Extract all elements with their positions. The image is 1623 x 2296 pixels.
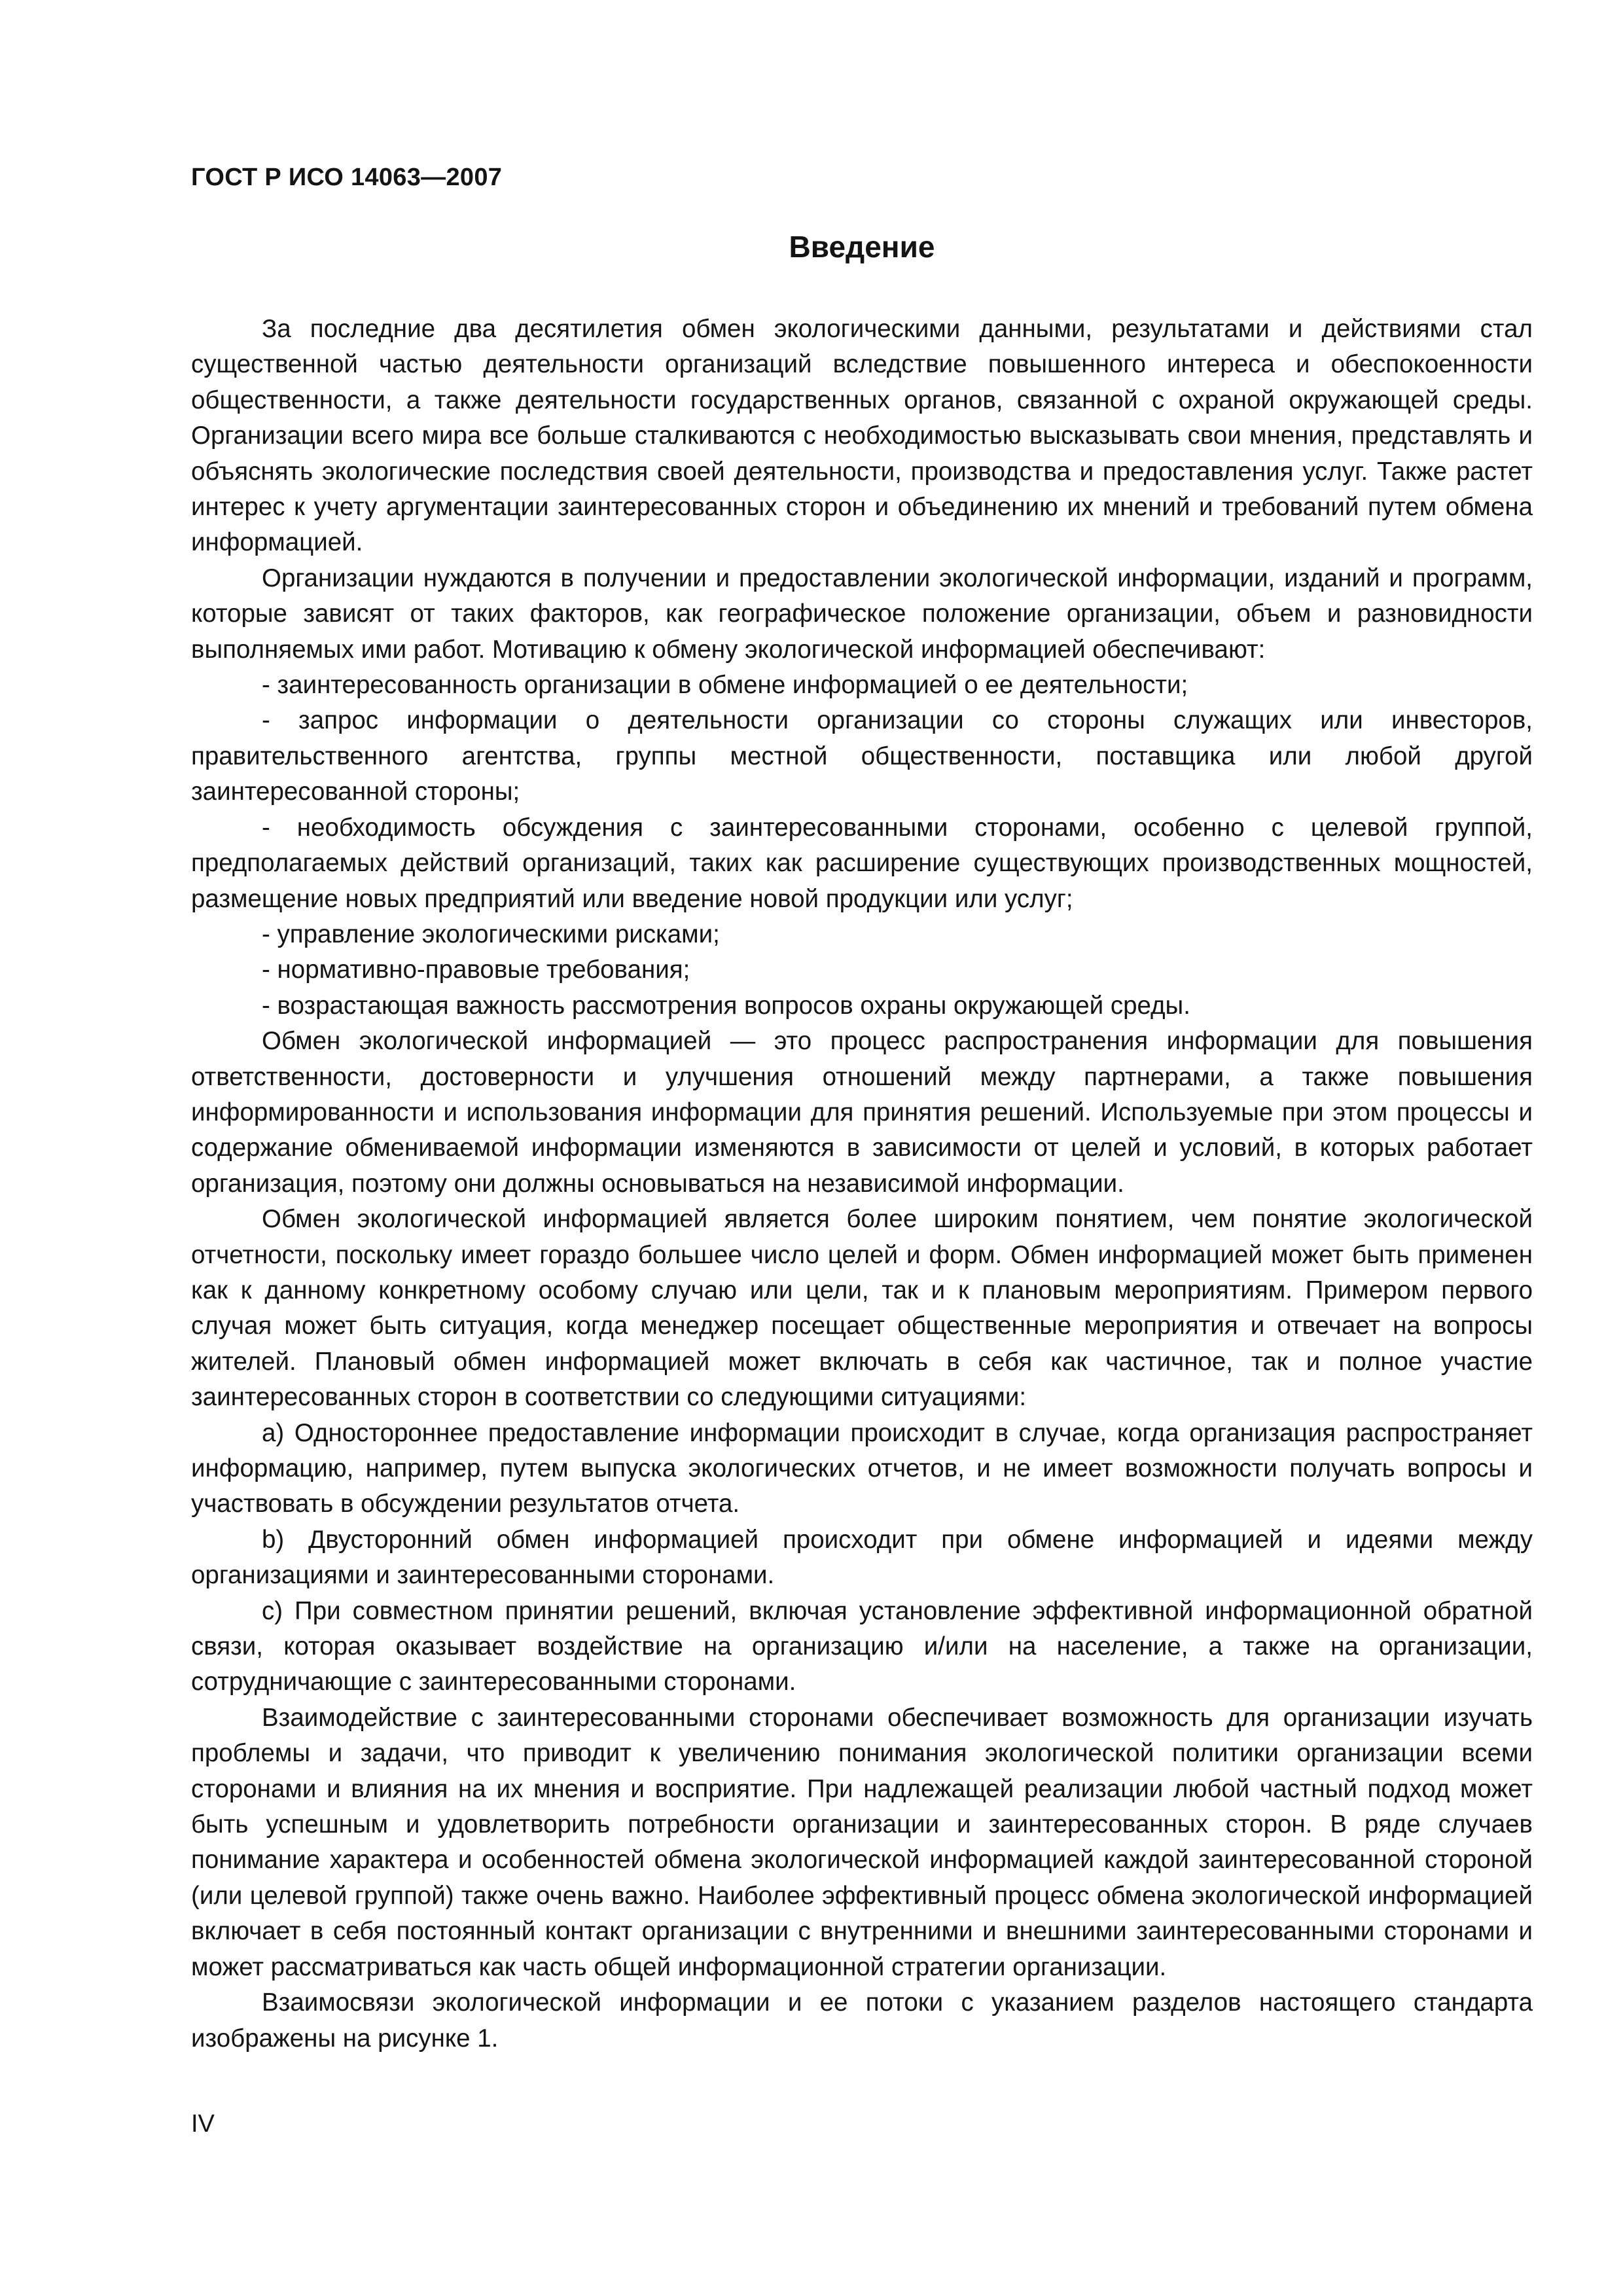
list-item: - заинтересованность организации в обмене информацией о ее деятельности; — [262, 671, 1188, 700]
paragraph: Организации нуждаются в получении и предоставлении экологической информации, изданий и программ, которые зависят от таких факторов, как географическое положение организации, объем и разновидности выполняемых ими работ. Мотивацию к обмену экологической информацией обеспечивают: — [191, 564, 1533, 664]
document-body — [191, 312, 1533, 2056]
list-item: a) Одностороннее предоставление информации происходит в случае, когда организация распространяет информацию, например, путем выпуска экологических отчетов, и не имеет возможности получать вопросы и участвовать в обсуждении результатов отчета. — [191, 1418, 1533, 1518]
section-title: Введение — [789, 230, 935, 264]
list-item: - нормативно-правовые требования; — [262, 956, 690, 984]
paragraph: За последние два десятилетия обмен экологическими данными, результатами и действиями стал существенной частью деятельности организаций вследствие повышенного интереса и обеспокоенности общественности, а также деятельности государственных органов, связанной с охраной окружающей среды. Организации всего мира все больше сталкиваются с необходимостью высказывать свои мнения, представлять и объяснять экологические последствия своей деятельности, производства и предоставления услуг. Также растет интерес к учету аргументации заинтересованных сторон и объединению их мнений и требований путем обмена информацией. — [191, 315, 1533, 557]
list-item: - необходимость обсуждения с заинтересованными сторонами, особенно с целевой группой, предполагаемых действий организаций, таких как расширение существующих производственных мощностей, размещение новых предприятий или введение новой продукции или услуг; — [191, 813, 1533, 913]
standard-id-header: ГОСТ Р ИСО 14063—2007 — [191, 164, 503, 191]
list-item: - возрастающая важность рассмотрения вопросов охраны окружающей среды. — [262, 991, 1190, 1020]
paragraph: Взаимосвязи экологической информации и ее потоки с указанием разделов настоящего стандарта изображены на рисунке 1. — [191, 1988, 1533, 2053]
paragraph: Обмен экологической информацией является более широким понятием, чем понятие экологической отчетности, поскольку имеет гораздо большее число целей и форм. Обмен информацией может быть применен как к данному конкретному особому случаю или цели, так и к плановым мероприятиям. Примером первого случая может быть ситуация, когда менеджер посещает общественные мероприятия и отвечает на вопросы жителей. Плановый обмен информацией может включать в себя как частичное, так и полное участие заинтересованных сторон в соответствии со следующими ситуациями: — [191, 1205, 1533, 1412]
paragraph: Обмен экологической информацией — это процесс распространения информации для повышения ответственности, достоверности и улучшения отношений между партнерами, а также повышения информированности и использования информации для принятия решений. Используемые при этом процессы и содержание обмениваемой информации изменяются в зависимости от целей и условий, в которых работает организация, поэтому они должны основываться на независимой информации. — [191, 1027, 1533, 1198]
list-item: - запрос информации о деятельности организации со стороны служащих или инвесторов, правительственного агентства, группы местной общественности, поставщика или любой другой заинтересованной стороны; — [191, 706, 1533, 806]
page-number: IV — [191, 2110, 215, 2138]
list-item: - управление экологическими рисками; — [262, 920, 720, 948]
list-item: b) Двусторонний обмен информацией происходит при обмене информацией и идеями между организациями и заинтересованными сторонами. — [191, 1525, 1533, 1590]
paragraph: Взаимодействие с заинтересованными сторонами обеспечивает возможность для организации изучать проблемы и задачи, что приводит к увеличению понимания экологической политики организации всеми сторонами и влияния на их мнения и восприятие. При надлежащей реализации любой частный подход может быть успешным и удовлетворить потребности организации и заинтересованных сторон. В ряде случаев понимание характера и особенностей обмена экологической информацией каждой заинтересованной стороной (или целевой группой) также очень важно. Наиболее эффективный процесс обмена экологической информацией включает в себя постоянный контакт организации с внутренними и внешними заинтересованными сторонами и может рассматриваться как часть общей информационной стратегии организации. — [191, 1703, 1533, 1981]
list-item: c) При совместном принятии решений, включая установление эффективной информационной обратной связи, которая оказывает воздействие на организацию и/или на население, а также на организации, сотрудничающие с заинтересованными сторонами. — [191, 1596, 1533, 1696]
